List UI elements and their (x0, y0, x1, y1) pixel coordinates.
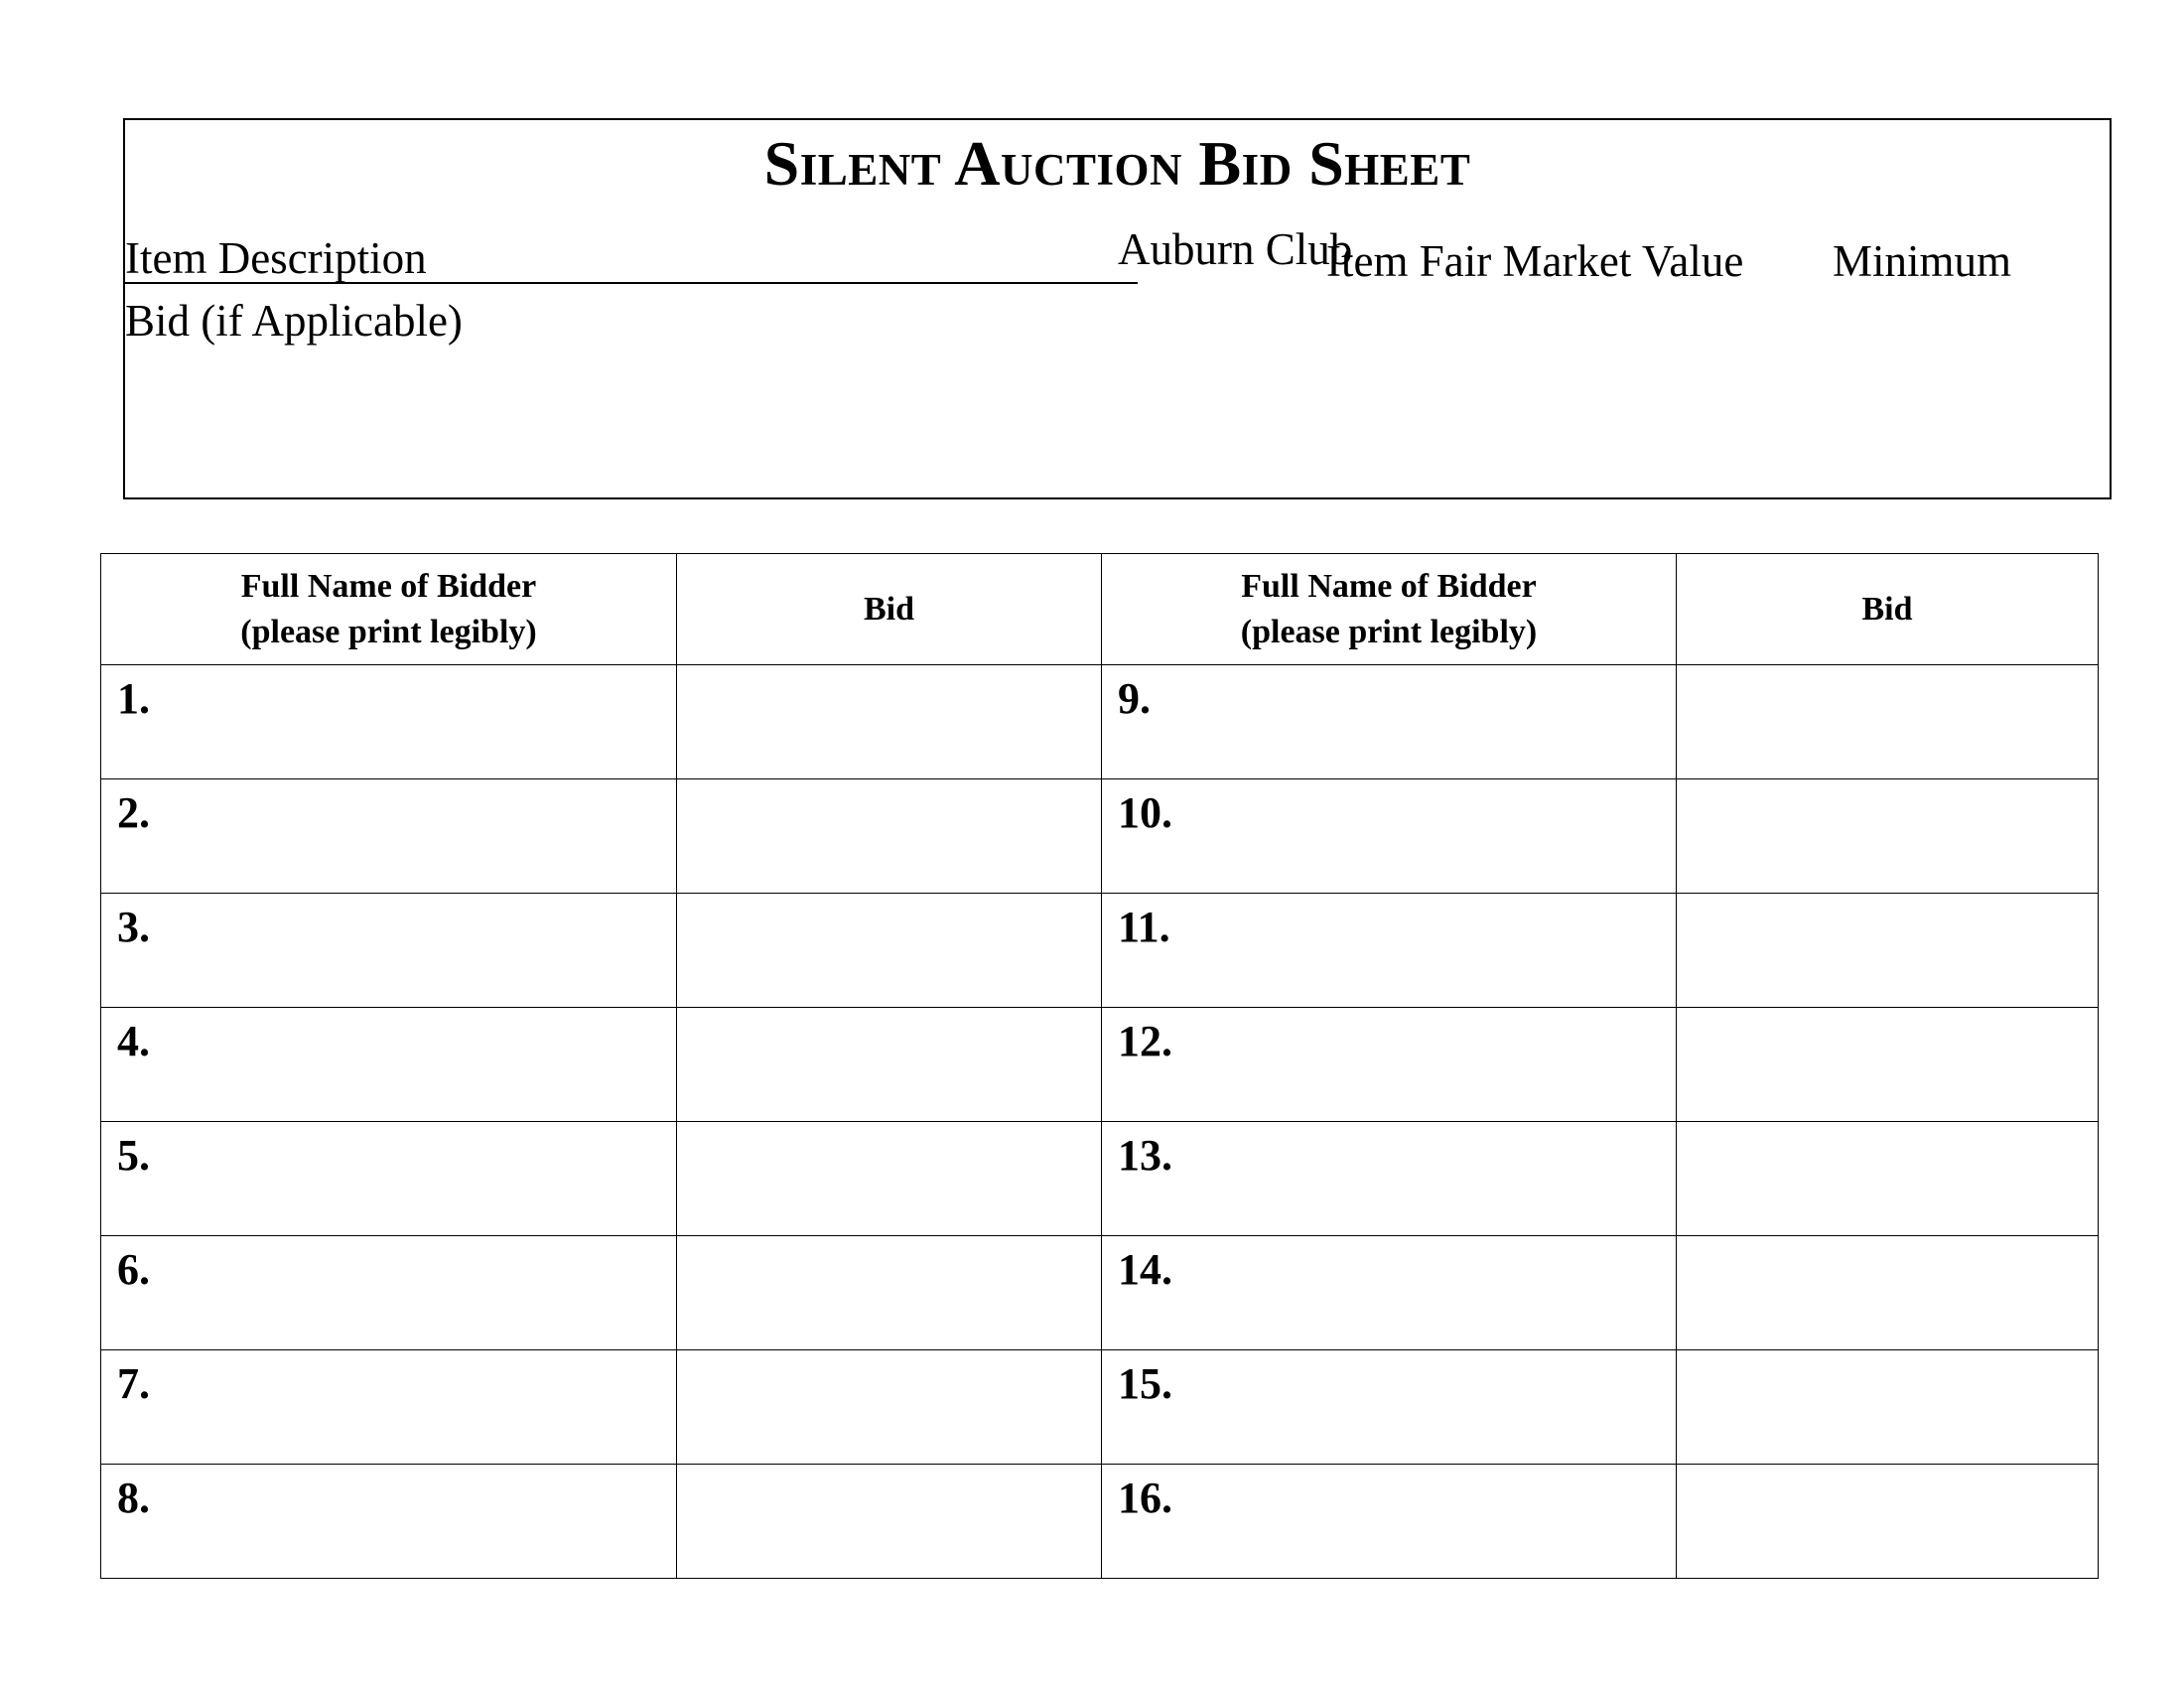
column-header-subtext: (please print legibly) (1240, 613, 1538, 650)
bid-cell[interactable] (677, 1465, 1102, 1579)
bid-cell[interactable] (677, 1122, 1102, 1236)
row-number: 3. (117, 903, 150, 951)
row-number: 1. (117, 674, 150, 723)
bidder-name-cell[interactable] (101, 1236, 677, 1350)
row-number: 9. (1118, 674, 1151, 723)
bid-cell[interactable] (1677, 1465, 2099, 1579)
table-row (101, 665, 2099, 779)
bid-cell[interactable] (1677, 1008, 2099, 1122)
bidder-name-cell[interactable] (101, 1465, 677, 1579)
bidder-name-cell[interactable] (101, 894, 677, 1008)
table-row (101, 1236, 2099, 1350)
bid-cell[interactable] (677, 894, 1102, 1008)
minimum-bid-label-continued: Bid (if Applicable) (125, 296, 463, 346)
fair-market-value-label: Item Fair Market Value (1326, 236, 1744, 286)
row-number: 6. (117, 1245, 150, 1294)
item-description-label: Item Description (125, 233, 427, 283)
page-title: Silent Auction Bid Sheet (763, 128, 1471, 199)
column-header-text: Bid (863, 590, 915, 628)
bidder-name-cell[interactable] (1102, 1008, 1677, 1122)
bidder-name-cell[interactable] (1102, 1465, 1677, 1579)
bidder-name-cell[interactable] (101, 779, 677, 894)
bid-cell[interactable] (677, 1236, 1102, 1350)
row-number: 12. (1118, 1017, 1172, 1065)
bid-header-right (1677, 554, 2099, 665)
row-number: 4. (117, 1017, 150, 1065)
bid-cell[interactable] (1677, 894, 2099, 1008)
row-number: 13. (1118, 1131, 1172, 1180)
bid-cell[interactable] (1677, 665, 2099, 779)
bidder-name-cell[interactable] (101, 1350, 677, 1465)
bid-cell[interactable] (1677, 779, 2099, 894)
bidder-name-cell[interactable] (1102, 1236, 1677, 1350)
bid-cell[interactable] (677, 1350, 1102, 1465)
bid-cell[interactable] (1677, 1350, 2099, 1465)
table-row (101, 1465, 2099, 1579)
row-number: 11. (1118, 903, 1170, 951)
column-header-text: Full Name of Bidder (240, 567, 537, 605)
row-number: 14. (1118, 1245, 1172, 1294)
row-number: 7. (117, 1359, 150, 1408)
bidder-name-header-right (1102, 554, 1677, 665)
row-number: 10. (1118, 788, 1172, 837)
table-row (101, 1008, 2099, 1122)
bid-cell[interactable] (677, 1008, 1102, 1122)
bidder-name-cell[interactable] (101, 665, 677, 779)
bidder-name-header-left (101, 554, 677, 665)
bid-cell[interactable] (677, 665, 1102, 779)
row-number: 16. (1118, 1474, 1172, 1522)
bidder-name-cell[interactable] (101, 1008, 677, 1122)
bid-cell[interactable] (677, 779, 1102, 894)
club-name: Auburn Club (1118, 224, 1353, 274)
bidder-name-cell[interactable] (1102, 894, 1677, 1008)
bid-cell[interactable] (1677, 1122, 2099, 1236)
bidder-name-cell[interactable] (101, 1122, 677, 1236)
bidder-name-cell[interactable] (1102, 665, 1677, 779)
row-number: 8. (117, 1474, 150, 1522)
row-number: 15. (1118, 1359, 1172, 1408)
bid-header-left (677, 554, 1102, 665)
bidder-name-cell[interactable] (1102, 779, 1677, 894)
table-row (101, 1350, 2099, 1465)
table-row (101, 1122, 2099, 1236)
bidder-name-cell[interactable] (1102, 1122, 1677, 1236)
row-number: 2. (117, 788, 150, 837)
row-number: 5. (117, 1131, 150, 1180)
bid-cell[interactable] (1677, 1236, 2099, 1350)
table-row (101, 779, 2099, 894)
minimum-bid-label: Minimum (1833, 236, 2012, 286)
item-info-box (123, 118, 2112, 499)
table-row (101, 894, 2099, 1008)
bidder-name-cell[interactable] (1102, 1350, 1677, 1465)
item-description-field[interactable] (125, 233, 1138, 284)
column-header-text: Bid (1861, 590, 1913, 628)
column-header-text: Full Name of Bidder (1241, 567, 1537, 605)
bid-table-header (101, 554, 2099, 665)
bid-table (100, 553, 2099, 1579)
column-header-subtext: (please print legibly) (240, 613, 537, 650)
